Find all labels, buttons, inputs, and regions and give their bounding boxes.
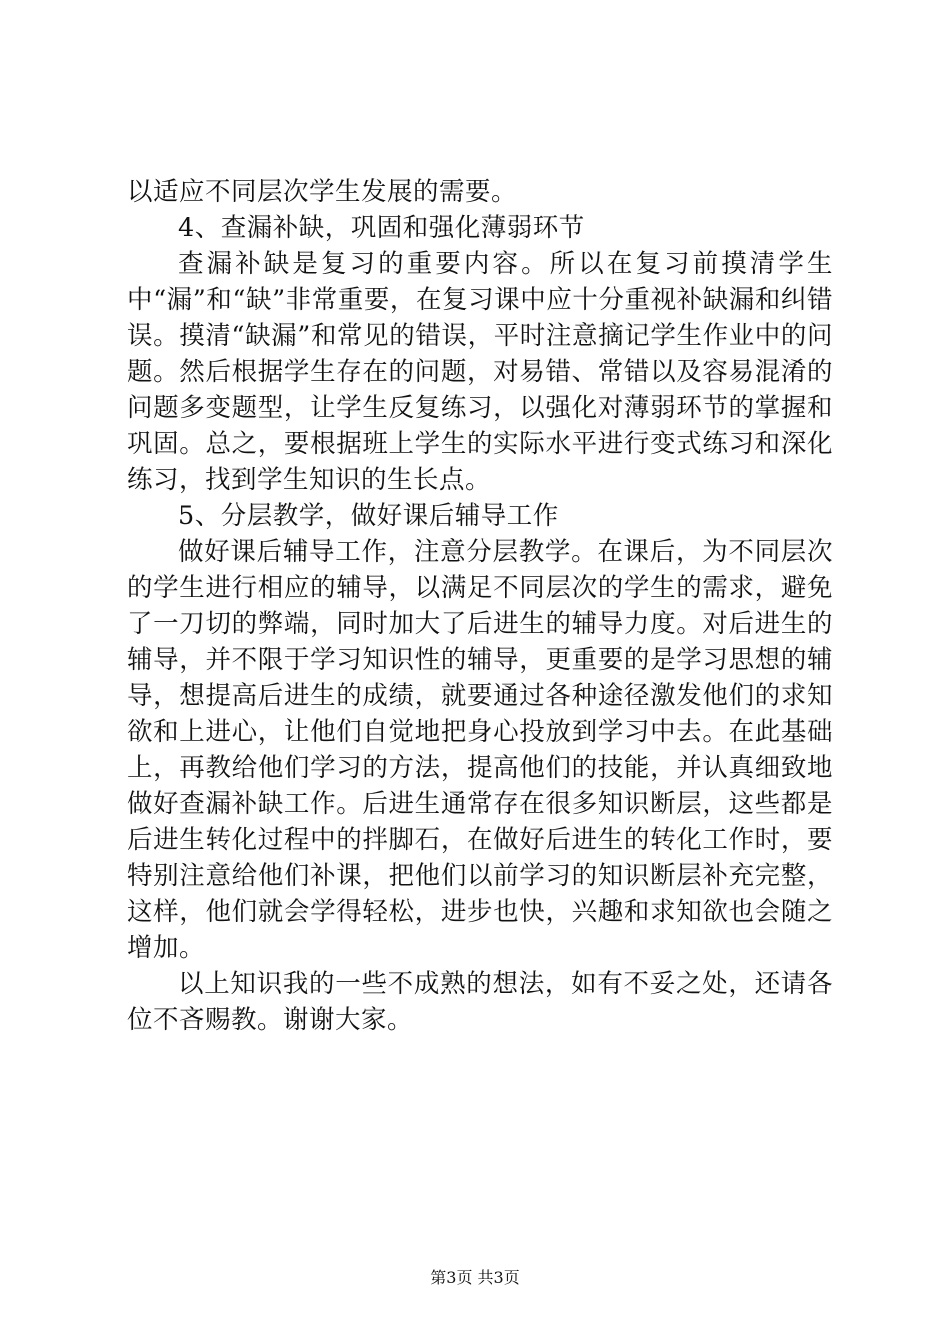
closing-paragraph: 以上知识我的一些不成熟的想法，如有不妥之处，还请各位不吝赐教。谢谢大家。 xyxy=(127,969,833,1035)
continuation-paragraph: 以适应不同层次学生发展的需要。 xyxy=(127,177,518,207)
document-body xyxy=(127,174,833,1038)
body-paragraph-tutoring: 做好课后辅导工作，注意分层教学。在课后，为不同层次的学生进行相应的辅导，以满足不同层次的学生的需求，避免了一刀切的弊端，同时加大了后进生的辅导力度。对后进生的辅导，并不限于学习知识性的辅导，更重要的是学习思想的辅导，想提高后进生的成绩，就要通过各种途径激发他们的求知欲和上进心，让他们自觉地把身心投放到学习中去。在此基础上，再教给他们学习的方法，提高他们的技能，并认真细致地做好查漏补缺工作。后进生通常存在很多知识断层，这些都是后进生转化过程中的拌脚石，在做好后进生的转化工作时，要特别注意给他们补课，把他们以前学习的知识断层补充完整，这样，他们就会学得轻松，进步也快，兴趣和求知欲也会随之增加。 xyxy=(127,537,833,963)
page-number-footer: 第3页 共3页 xyxy=(430,1268,520,1287)
body-paragraph-gap-filling: 查漏补缺是复习的重要内容。所以在复习前摸清学生中“漏”和“缺”非常重要，在复习课中应十分重视补缺漏和纠错误。摸清“缺漏”和常见的错误，平时注意摘记学生作业中的问题。然后根据学生存在的问题，对易错、常错以及容易混淆的问题多变题型，让学生反复练习，以强化对薄弱环节的掌握和巩固。总之，要根据班上学生的实际水平进行变式练习和深化练习，找到学生知识的生长点。 xyxy=(127,249,833,495)
section-heading-5: 5、分层教学，做好课后辅导工作 xyxy=(178,501,559,531)
section-heading-4: 4、查漏补缺，巩固和强化薄弱环节 xyxy=(178,213,585,243)
